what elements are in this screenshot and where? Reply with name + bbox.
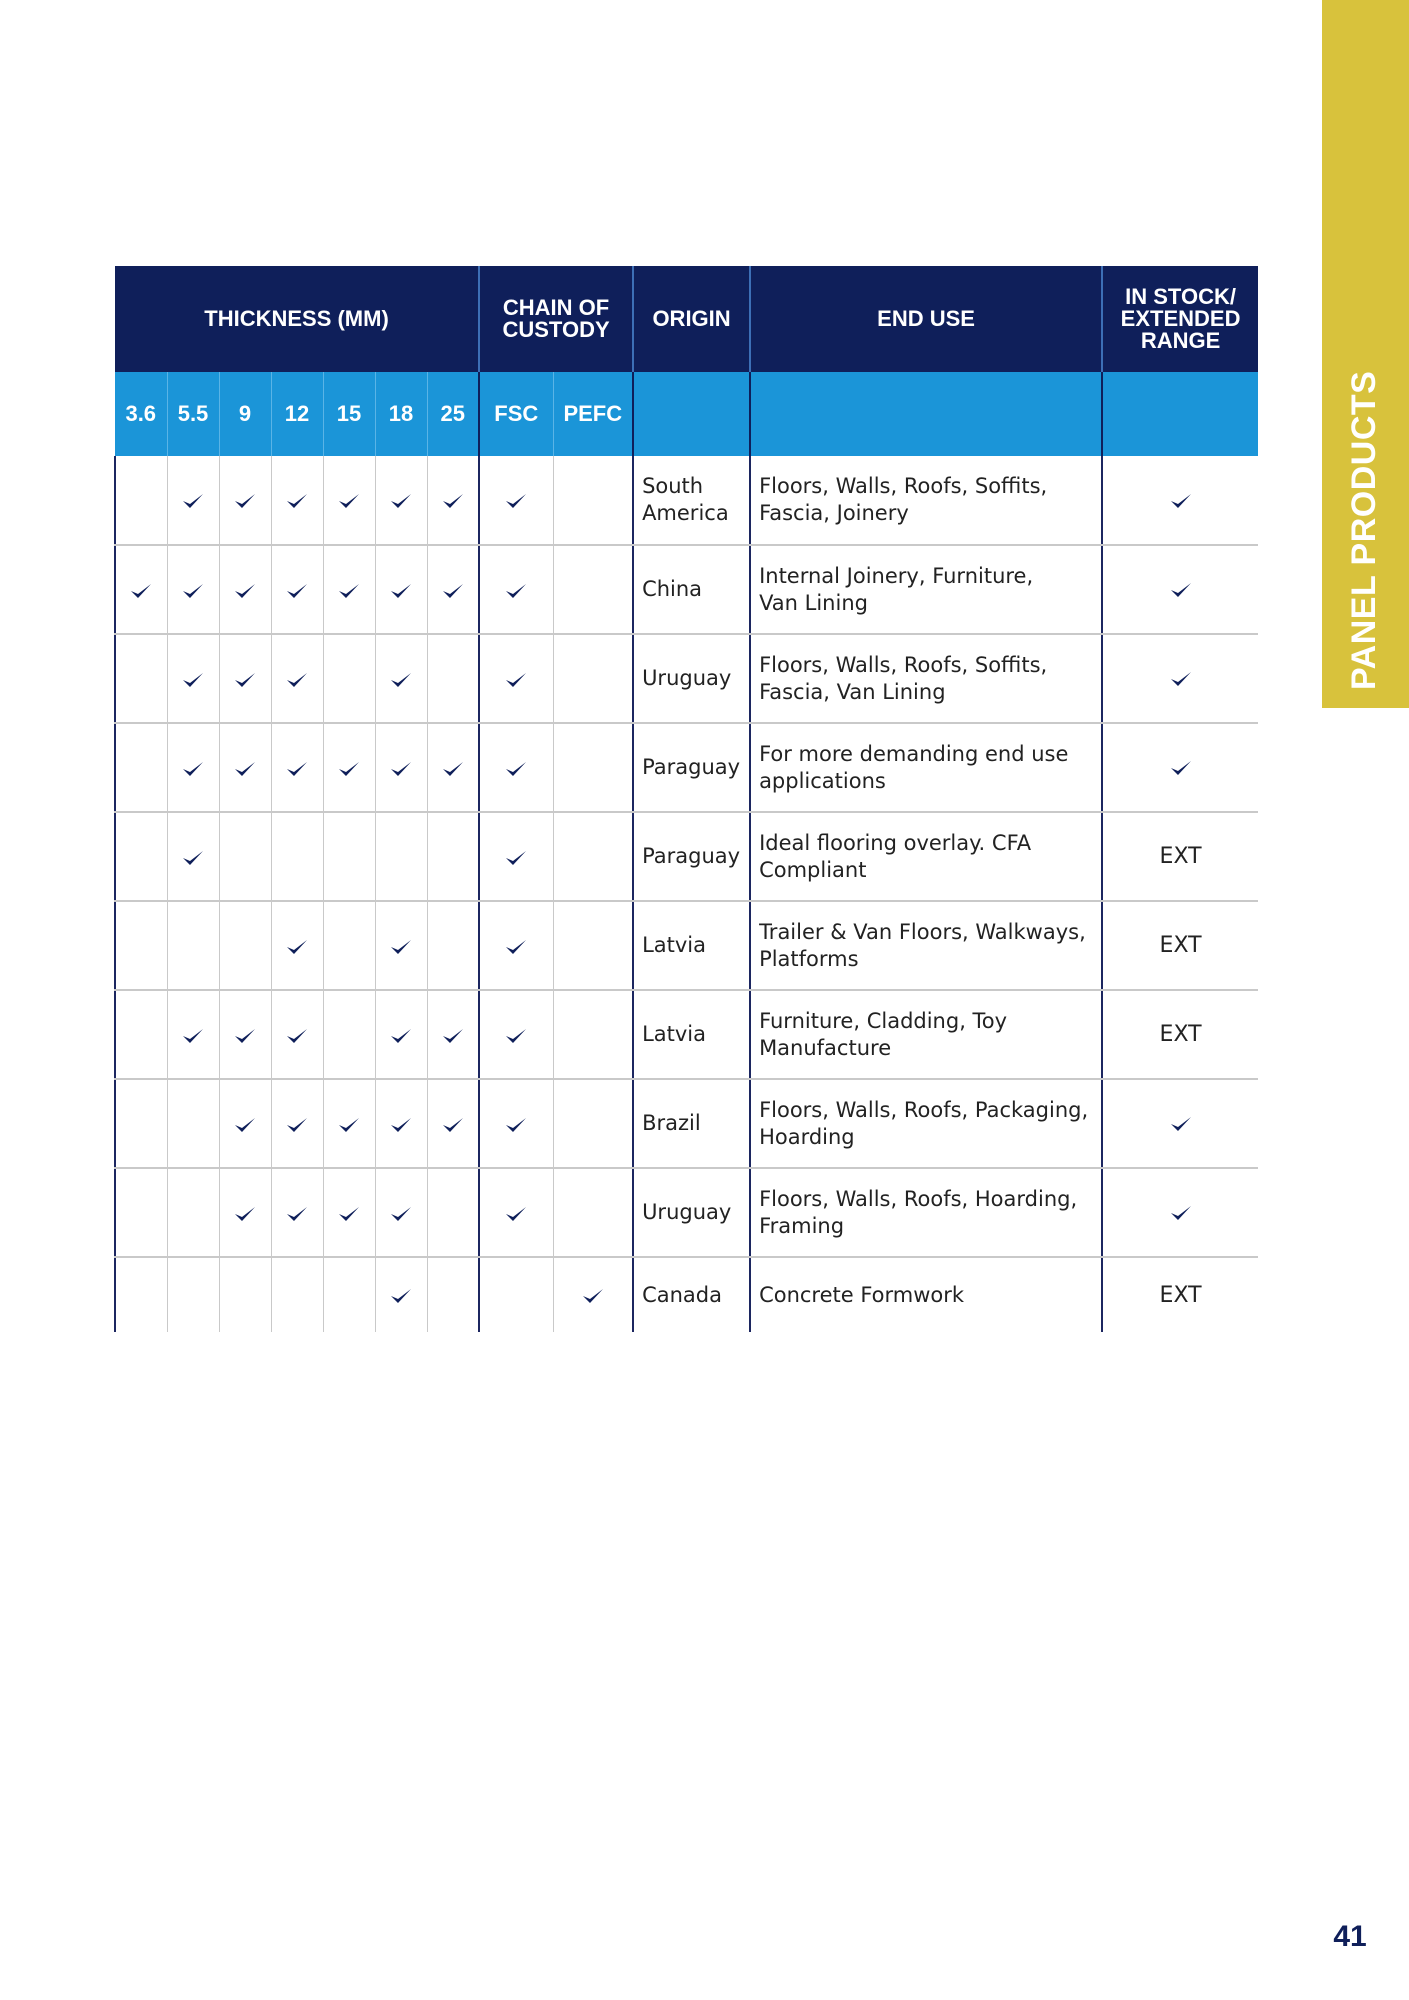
end-use-line1: Ideal flooring overlay. CFA — [759, 830, 1032, 855]
check-icon — [338, 488, 360, 512]
cell-3-6 — [115, 545, 167, 634]
cell-25 — [427, 545, 479, 634]
cell-pefc — [553, 634, 633, 723]
cell-12 — [271, 990, 323, 1079]
cell-fsc — [479, 812, 553, 901]
subheader-pefc: PEFC — [553, 372, 633, 456]
check-icon — [286, 578, 308, 602]
header-stock-line2: EXTENDED — [1120, 306, 1241, 331]
cell-18 — [375, 1257, 427, 1332]
subheader-12: 12 — [271, 372, 323, 456]
cell-stock-range — [1102, 812, 1258, 901]
cell-3-6 — [115, 1168, 167, 1257]
check-icon — [234, 488, 256, 512]
header-end-use: END USE — [750, 266, 1102, 372]
header-chain-line2: CUSTODY — [502, 317, 610, 342]
end-use-line2: Framing — [759, 1213, 845, 1238]
cell-15 — [323, 634, 375, 723]
check-icon — [442, 578, 464, 602]
cell-pefc — [553, 1168, 633, 1257]
subheader-15: 15 — [323, 372, 375, 456]
cell-5-5 — [167, 990, 219, 1079]
cell-9 — [219, 723, 271, 812]
cell-9 — [219, 634, 271, 723]
check-icon — [1170, 1200, 1192, 1225]
check-icon — [286, 934, 308, 958]
stock-status: EXT — [1159, 1022, 1202, 1047]
cell-18 — [375, 901, 427, 990]
cell-origin — [633, 990, 750, 1079]
cell-origin — [633, 812, 750, 901]
cell-stock-range — [1102, 1257, 1258, 1332]
cell-9 — [219, 901, 271, 990]
subheader-25: 25 — [427, 372, 479, 456]
check-icon — [505, 578, 527, 602]
check-icon — [234, 578, 256, 602]
cell-origin — [633, 545, 750, 634]
panel-products-table — [114, 266, 1258, 1332]
cell-9 — [219, 545, 271, 634]
cell-5-5 — [167, 634, 219, 723]
check-icon — [286, 667, 308, 691]
cell-fsc — [479, 634, 553, 723]
end-use-line1: Floors, Walls, Roofs, Hoarding, — [759, 1186, 1078, 1211]
cell-fsc — [479, 901, 553, 990]
end-use-line1: Furniture, Cladding, Toy — [759, 1008, 1008, 1033]
origin-line1: China — [642, 577, 703, 601]
check-icon — [182, 1023, 204, 1047]
end-use-line1: Floors, Walls, Roofs, Packaging, — [759, 1097, 1089, 1122]
cell-end-use — [750, 1079, 1102, 1168]
subheader-3-6: 3.6 — [115, 372, 167, 456]
table-row — [115, 1079, 1258, 1168]
check-icon — [286, 1112, 308, 1136]
cell-5-5 — [167, 1257, 219, 1332]
check-icon — [505, 934, 527, 958]
origin-line1: South — [642, 474, 704, 498]
header-stock-range — [1102, 266, 1258, 372]
check-icon — [338, 756, 360, 780]
check-icon — [442, 1112, 464, 1136]
check-icon — [338, 578, 360, 602]
cell-origin — [633, 456, 750, 545]
cell-origin — [633, 1168, 750, 1257]
subheader-end-use-blank — [750, 372, 1102, 456]
check-icon — [442, 488, 464, 512]
cell-fsc — [479, 1079, 553, 1168]
section-side-tab — [1322, 0, 1409, 708]
cell-25 — [427, 990, 479, 1079]
cell-pefc — [553, 545, 633, 634]
cell-25 — [427, 456, 479, 545]
subheader-origin-blank — [633, 372, 750, 456]
cell-origin — [633, 634, 750, 723]
cell-stock-range — [1102, 990, 1258, 1079]
cell-18 — [375, 723, 427, 812]
cell-pefc — [553, 723, 633, 812]
cell-fsc — [479, 1168, 553, 1257]
cell-15 — [323, 545, 375, 634]
page-number: 41 — [1333, 1920, 1367, 1953]
cell-3-6 — [115, 901, 167, 990]
check-icon — [390, 1112, 412, 1136]
check-icon — [182, 667, 204, 691]
cell-fsc — [479, 456, 553, 545]
check-icon — [390, 1201, 412, 1225]
check-icon — [286, 488, 308, 512]
cell-end-use — [750, 812, 1102, 901]
cell-origin — [633, 723, 750, 812]
check-icon — [442, 756, 464, 780]
stock-status: EXT — [1159, 844, 1202, 869]
cell-18 — [375, 545, 427, 634]
cell-stock-range — [1102, 545, 1258, 634]
cell-3-6 — [115, 812, 167, 901]
check-icon — [234, 1112, 256, 1136]
cell-9 — [219, 990, 271, 1079]
cell-15 — [323, 723, 375, 812]
cell-5-5 — [167, 901, 219, 990]
cell-9 — [219, 1079, 271, 1168]
check-icon — [1170, 488, 1192, 513]
table-row — [115, 634, 1258, 723]
end-use-line1: Internal Joinery, Furniture, — [759, 563, 1034, 588]
cell-9 — [219, 812, 271, 901]
check-icon — [582, 1283, 604, 1307]
end-use-line2: Compliant — [759, 857, 867, 882]
table-row — [115, 545, 1258, 634]
cell-12 — [271, 1079, 323, 1168]
cell-stock-range — [1102, 1168, 1258, 1257]
cell-origin — [633, 1079, 750, 1168]
table-row — [115, 1257, 1258, 1332]
check-icon — [390, 667, 412, 691]
check-icon — [390, 488, 412, 512]
cell-15 — [323, 1168, 375, 1257]
check-icon — [505, 488, 527, 512]
header-chain-line1: CHAIN OF — [502, 295, 610, 320]
cell-end-use — [750, 634, 1102, 723]
check-icon — [390, 756, 412, 780]
table-row — [115, 723, 1258, 812]
table-row — [115, 1168, 1258, 1257]
origin-line1: Latvia — [642, 1022, 706, 1046]
origin-line1: Brazil — [642, 1111, 701, 1135]
cell-12 — [271, 1168, 323, 1257]
header-origin: ORIGIN — [633, 266, 750, 372]
table-body — [115, 456, 1258, 1332]
cell-18 — [375, 990, 427, 1079]
check-icon — [505, 845, 527, 869]
cell-9 — [219, 456, 271, 545]
cell-stock-range — [1102, 901, 1258, 990]
cell-end-use — [750, 990, 1102, 1079]
check-icon — [1170, 666, 1192, 691]
origin-line2: America — [642, 501, 729, 525]
cell-18 — [375, 1168, 427, 1257]
cell-9 — [219, 1257, 271, 1332]
cell-9 — [219, 1168, 271, 1257]
end-use-line1: For more demanding end use — [759, 741, 1069, 766]
end-use-line1: Floors, Walls, Roofs, Soffits, — [759, 474, 1048, 498]
check-icon — [130, 578, 152, 602]
cell-12 — [271, 456, 323, 545]
table-group-header-row — [115, 266, 1258, 372]
cell-12 — [271, 1257, 323, 1332]
cell-pefc — [553, 990, 633, 1079]
cell-15 — [323, 901, 375, 990]
cell-25 — [427, 901, 479, 990]
end-use-line1: Concrete Formwork — [759, 1282, 965, 1307]
check-icon — [505, 756, 527, 780]
end-use-line2: Fascia, Joinery — [759, 501, 909, 525]
origin-line1: Uruguay — [642, 666, 732, 690]
check-icon — [505, 1201, 527, 1225]
end-use-line1: Floors, Walls, Roofs, Soffits, — [759, 652, 1048, 677]
cell-18 — [375, 456, 427, 545]
cell-12 — [271, 634, 323, 723]
cell-3-6 — [115, 1079, 167, 1168]
cell-pefc — [553, 812, 633, 901]
cell-15 — [323, 1257, 375, 1332]
table-sub-header-row — [115, 372, 1258, 456]
cell-origin — [633, 901, 750, 990]
cell-18 — [375, 812, 427, 901]
cell-15 — [323, 1079, 375, 1168]
check-icon — [182, 756, 204, 780]
cell-3-6 — [115, 723, 167, 812]
cell-25 — [427, 634, 479, 723]
check-icon — [338, 1201, 360, 1225]
cell-end-use — [750, 723, 1102, 812]
cell-15 — [323, 990, 375, 1079]
cell-3-6 — [115, 1257, 167, 1332]
end-use-line2: Manufacture — [759, 1035, 892, 1060]
check-icon — [234, 1023, 256, 1047]
cell-5-5 — [167, 545, 219, 634]
cell-end-use — [750, 456, 1102, 545]
cell-pefc — [553, 456, 633, 545]
check-icon — [234, 667, 256, 691]
table-row — [115, 812, 1258, 901]
check-icon — [182, 488, 204, 512]
stock-status: EXT — [1159, 933, 1202, 958]
origin-line1: Paraguay — [642, 844, 741, 868]
cell-stock-range — [1102, 634, 1258, 723]
origin-line1: Paraguay — [642, 755, 741, 779]
end-use-line2: Hoarding — [759, 1124, 855, 1149]
cell-3-6 — [115, 990, 167, 1079]
check-icon — [1170, 577, 1192, 602]
check-icon — [505, 1023, 527, 1047]
cell-5-5 — [167, 812, 219, 901]
check-icon — [1170, 755, 1192, 780]
cell-12 — [271, 545, 323, 634]
check-icon — [505, 667, 527, 691]
check-icon — [338, 1112, 360, 1136]
cell-5-5 — [167, 723, 219, 812]
cell-pefc — [553, 1079, 633, 1168]
cell-3-6 — [115, 456, 167, 545]
cell-fsc — [479, 1257, 553, 1332]
check-icon — [390, 578, 412, 602]
header-chain-of-custody — [479, 266, 633, 372]
check-icon — [286, 1201, 308, 1225]
subheader-9: 9 — [219, 372, 271, 456]
header-stock-line3: RANGE — [1140, 328, 1221, 353]
cell-5-5 — [167, 1079, 219, 1168]
cell-3-6 — [115, 634, 167, 723]
cell-25 — [427, 1168, 479, 1257]
check-icon — [234, 1201, 256, 1225]
cell-fsc — [479, 990, 553, 1079]
origin-line1: Canada — [642, 1282, 722, 1307]
cell-18 — [375, 1079, 427, 1168]
cell-fsc — [479, 723, 553, 812]
cell-25 — [427, 1257, 479, 1332]
header-thickness: THICKNESS (MM) — [115, 266, 479, 372]
table-row — [115, 456, 1258, 545]
cell-stock-range — [1102, 723, 1258, 812]
origin-line1: Latvia — [642, 933, 706, 957]
table-row — [115, 901, 1258, 990]
table-row — [115, 990, 1258, 1079]
cell-12 — [271, 723, 323, 812]
header-stock-line1: IN STOCK/ — [1125, 284, 1236, 309]
check-icon — [390, 934, 412, 958]
cell-12 — [271, 812, 323, 901]
cell-end-use — [750, 1257, 1102, 1332]
check-icon — [286, 756, 308, 780]
cell-15 — [323, 456, 375, 545]
cell-stock-range — [1102, 1079, 1258, 1168]
end-use-line2: Van Lining — [759, 590, 868, 615]
end-use-line1: Trailer & Van Floors, Walkways, — [759, 919, 1086, 944]
section-side-tab-label: PANEL PRODUCTS — [1344, 370, 1383, 690]
check-icon — [505, 1112, 527, 1136]
cell-15 — [323, 812, 375, 901]
check-icon — [1170, 1111, 1192, 1136]
cell-5-5 — [167, 1168, 219, 1257]
cell-end-use — [750, 545, 1102, 634]
end-use-line2: Fascia, Van Lining — [759, 679, 946, 704]
cell-end-use — [750, 901, 1102, 990]
cell-25 — [427, 812, 479, 901]
cell-end-use — [750, 1168, 1102, 1257]
check-icon — [234, 756, 256, 780]
cell-stock-range — [1102, 456, 1258, 545]
check-icon — [286, 1023, 308, 1047]
cell-25 — [427, 723, 479, 812]
subheader-18: 18 — [375, 372, 427, 456]
check-icon — [390, 1283, 412, 1307]
check-icon — [442, 1023, 464, 1047]
subheader-fsc: FSC — [479, 372, 553, 456]
cell-origin — [633, 1257, 750, 1332]
stock-status: EXT — [1159, 1282, 1202, 1308]
cell-pefc — [553, 901, 633, 990]
check-icon — [182, 578, 204, 602]
subheader-5-5: 5.5 — [167, 372, 219, 456]
cell-18 — [375, 634, 427, 723]
check-icon — [390, 1023, 412, 1047]
end-use-line2: applications — [759, 768, 886, 793]
cell-fsc — [479, 545, 553, 634]
check-icon — [182, 845, 204, 869]
cell-5-5 — [167, 456, 219, 545]
cell-pefc — [553, 1257, 633, 1332]
cell-25 — [427, 1079, 479, 1168]
origin-line1: Uruguay — [642, 1200, 732, 1224]
end-use-line2: Platforms — [759, 946, 859, 971]
subheader-stock-blank — [1102, 372, 1258, 456]
cell-12 — [271, 901, 323, 990]
